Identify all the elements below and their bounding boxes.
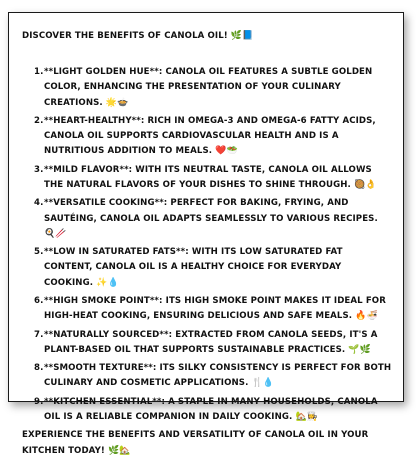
list-item xyxy=(34,196,392,242)
item-text: **HIGH SMOKE POINT**: ITS HIGH SMOKE POINT MAKES IT IDEAL FOR HIGH-HEAT COOKING, ENSURING DELICIOUS AND SAFE MEALS. xyxy=(44,295,386,322)
item-emoji-icons: 🌱🌿 xyxy=(348,344,371,355)
item-number: 5. xyxy=(34,247,44,258)
list-item xyxy=(34,294,392,324)
list-item xyxy=(34,65,392,111)
item-text: **MILD FLAVOR**: WITH ITS NEUTRAL TASTE, CANOLA OIL ALLOWS THE NATURAL FLAVORS OF YOUR DISHES TO SHINE THROUGH. xyxy=(44,164,372,190)
item-number: 8. xyxy=(34,363,44,374)
item-emoji-icons: ❤️🥗 xyxy=(215,146,238,157)
item-emoji-icons: 🍴💧 xyxy=(251,378,275,389)
item-number: 7. xyxy=(34,329,44,340)
item-number: 3. xyxy=(34,164,44,175)
item-emoji-icons: ✨💧 xyxy=(96,277,119,288)
item-number: 4. xyxy=(34,198,44,209)
item-emoji-icons: 🔥🍜 xyxy=(355,311,378,322)
item-number: 6. xyxy=(34,295,44,306)
document-heading xyxy=(22,29,392,44)
item-text: **LOW IN SATURATED FATS**: WITH ITS LOW SATURATED FAT CONTENT, CANOLA OIL IS A HEALTHY CHOICE FOR EVERYDAY COOKING. xyxy=(44,247,343,288)
list-item xyxy=(34,114,392,160)
item-text: **NATURALLY SOURCED**: EXTRACTED FROM CANOLA SEEDS, IT'S A PLANT-BASED OIL THAT SUPPORTS SUSTAINABLE PRACTICES. xyxy=(44,329,378,355)
document-body xyxy=(22,29,392,459)
document-footer xyxy=(22,428,394,458)
list-item xyxy=(34,395,392,425)
item-number: 2. xyxy=(34,116,44,126)
list-item xyxy=(34,328,392,358)
item-number: 1. xyxy=(34,67,44,78)
item-text: **HEART-HEALTHY**: RICH IN OMEGA-3 AND OMEGA-6 FATTY ACIDS, CANOLA OIL SUPPORTS CARDIOVASCULAR HEALTH AND IS A NUTRITIOUS ADDITION TO MEALS. xyxy=(44,116,376,157)
item-text: **SMOOTH TEXTURE**: ITS SILKY CONSISTENCY IS PERFECT FOR BOTH CULINARY AND COSMETIC APPLICATIONS. xyxy=(44,363,392,389)
item-emoji-icons: 🏡👩‍🍳 xyxy=(295,411,319,422)
heading-text: DISCOVER THE BENEFITS OF CANOLA OIL! xyxy=(22,31,228,41)
item-text: **VERSATILE COOKING**: PERFECT FOR BAKING, FRYING, AND SAUTÉING, CANOLA OIL ADAPTS SEAMLESSLY TO VARIOUS RECIPES. xyxy=(44,198,378,224)
list-item xyxy=(34,163,392,193)
item-emoji-icons: 🌟🍲 xyxy=(105,97,129,108)
list-item xyxy=(34,361,392,391)
benefits-list xyxy=(22,65,392,425)
heading-emoji-icons: 🌿📘 xyxy=(230,31,254,41)
item-emoji-icons: 🥘👌 xyxy=(353,180,377,190)
list-item xyxy=(34,245,392,291)
item-text: **KITCHEN ESSENTIAL**: A STAPLE IN MANY HOUSEHOLDS, CANOLA OIL IS A RELIABLE COMPANION IN DAILY COOKING. xyxy=(44,396,378,422)
item-emoji-icons: 🍳🥢 xyxy=(44,228,67,239)
item-text: **LIGHT GOLDEN HUE**: CANOLA OIL FEATURES A SUBTLE GOLDEN COLOR, ENHANCING THE PRESENTATION OF YOUR CULINARY CREATIONS. xyxy=(44,67,373,108)
footer-emoji-icons: 🌿🏡 xyxy=(108,445,131,456)
item-number: 9. xyxy=(34,396,44,407)
footer-text: EXPERIENCE THE BENEFITS AND VERSATILITY OF CANOLA OIL IN YOUR KITCHEN TODAY! xyxy=(22,430,369,456)
